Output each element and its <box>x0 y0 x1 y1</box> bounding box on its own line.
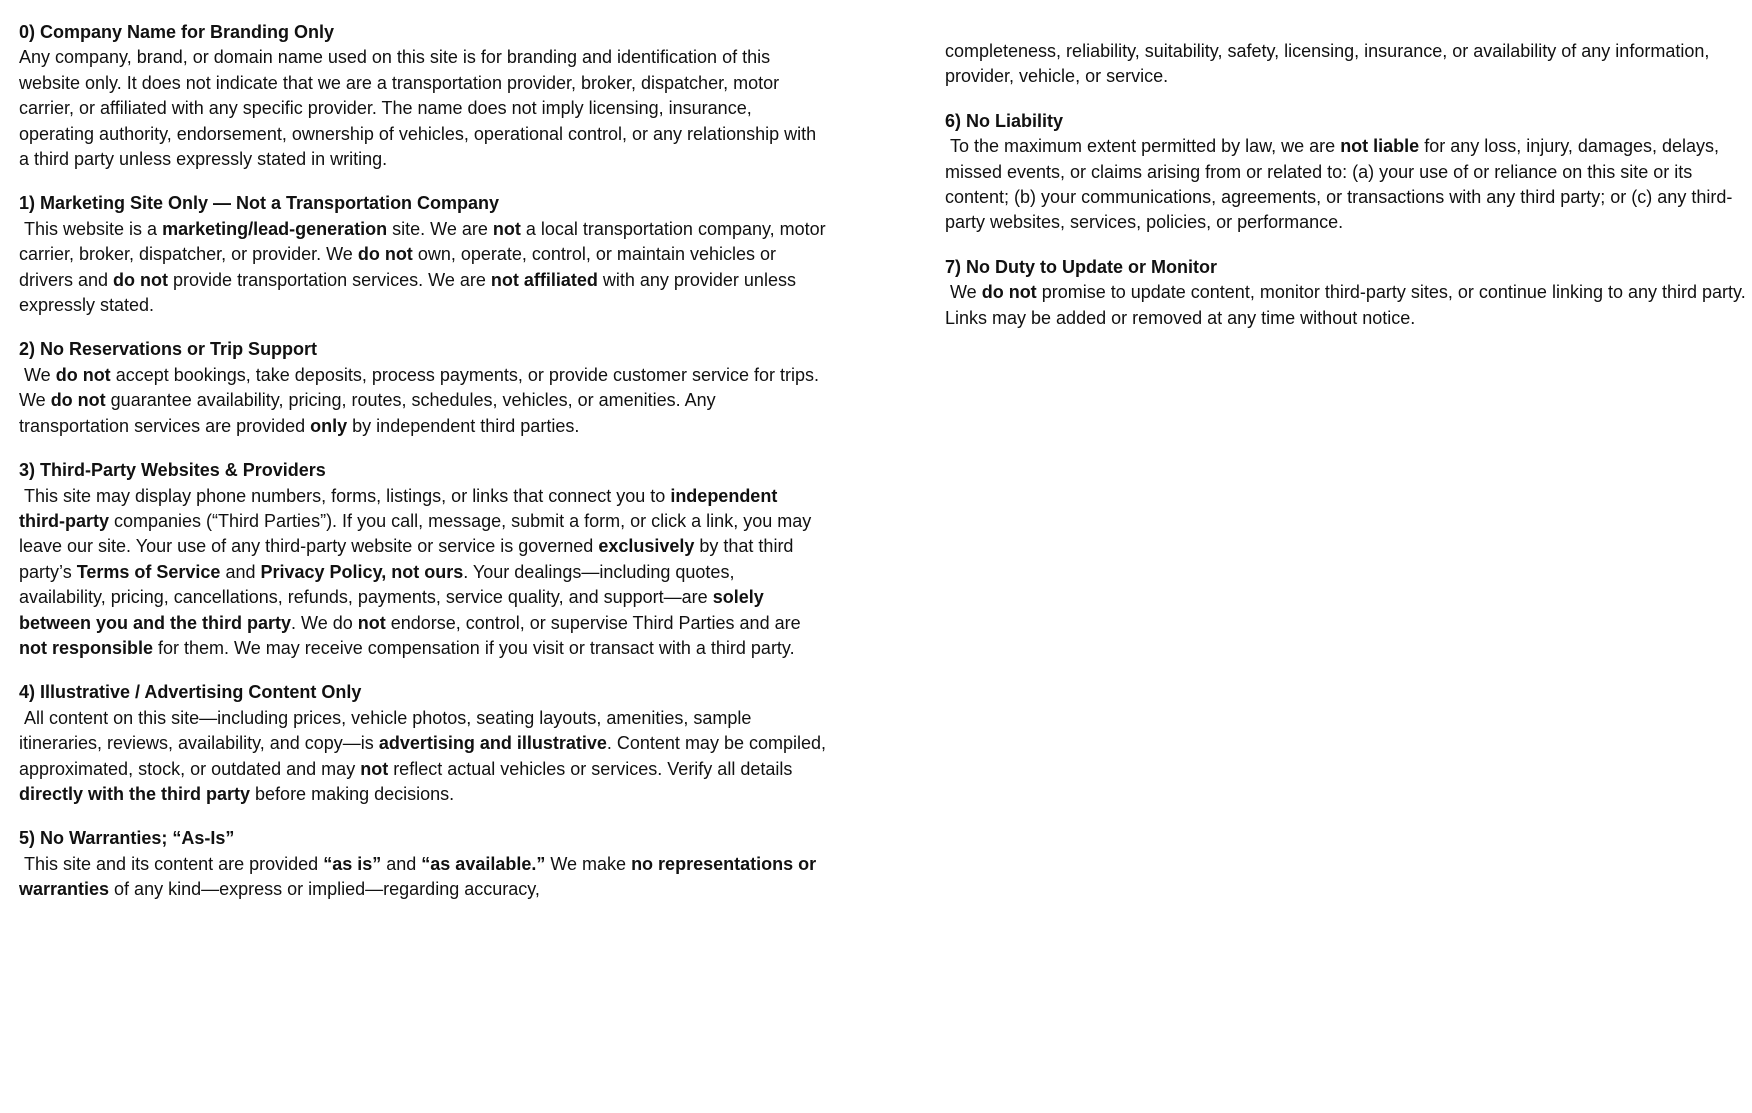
bold-text: independent third-party <box>19 485 783 531</box>
bold-text: exclusively <box>598 536 695 557</box>
section-body <box>945 280 1752 331</box>
disclaimer-section <box>19 337 826 439</box>
text: provide transportation services. We are <box>168 269 491 290</box>
bold-text: not <box>357 612 386 633</box>
text: This site may display phone numbers, forms, listings, or links that connect you to <box>19 485 671 506</box>
text: before making decisions. <box>250 783 455 804</box>
bold-text: “as available.” <box>421 853 546 874</box>
text: a local transportation company, motor carrier, broker, dispatcher, or provider. We <box>19 218 831 265</box>
text: accept bookings, take deposits, process payments, or provide customer service for trips. We <box>19 364 825 411</box>
bold-text: not <box>492 218 521 239</box>
bold-text: “as is” <box>323 853 382 874</box>
section-heading: 1) Marketing Site Only — Not a Transportation Company <box>19 193 500 214</box>
text: We <box>19 364 56 385</box>
text: . Your dealings—including quotes, availability, pricing, cancellations, refunds, payments, service quality, and support—are <box>19 561 740 608</box>
section-heading: 3) Third-Party Websites & Providers <box>19 460 326 481</box>
disclaimer-section <box>945 255 1752 331</box>
bold-text: do not <box>55 364 111 385</box>
section-body <box>19 484 826 662</box>
bold-text: not affiliated <box>490 269 598 290</box>
text: companies (“Third Parties”). If you call, message, submit a form, or click a link, you may leave our site. Your use of any third-party website or service is governed <box>19 510 817 557</box>
text: and <box>381 853 422 874</box>
bold-text: do not <box>357 244 413 265</box>
bold-text: Terms of Service <box>76 561 221 582</box>
text: We make <box>545 853 632 874</box>
disclaimer-section <box>19 826 826 902</box>
disclaimer-section <box>19 20 826 172</box>
bold-text: only <box>310 415 348 436</box>
text: own, operate, control, or maintain vehicles or drivers and <box>19 244 782 290</box>
text: for them. We may receive compensation if you visit or transact with a third party. <box>153 637 795 658</box>
section-body <box>19 217 831 319</box>
text: Any company, brand, or domain name used on this site is for branding and identification of this website only. It does not indicate that we are a transportation provider, broker, dispatcher, motor carrier, or affiliated with any specific provider. The name does not imply licensing, insurance, operating authority, endorsement, ownership of vehicles, operational control, or any relationship with a third party unless expressly stated in writing. <box>19 47 822 170</box>
text: This site and its content are provided <box>19 853 324 874</box>
text: and <box>220 561 261 582</box>
section-heading: 4) Illustrative / Advertising Content Only <box>19 682 362 703</box>
text: with any provider unless expressly stated. <box>19 269 801 316</box>
disclaimer-section <box>945 39 1752 90</box>
text: All content on this site—including prices, vehicle photos, seating layouts, amenities, sample itineraries, reviews, availability, and copy—is <box>19 707 757 754</box>
text: endorse, control, or supervise Third Parties and are <box>385 612 806 633</box>
text: We <box>945 282 982 303</box>
bold-text: advertising and illustrative <box>378 733 607 754</box>
bold-text: do not <box>113 269 169 290</box>
text: by that third party’s <box>19 536 799 582</box>
bold-text: not liable <box>1340 136 1420 157</box>
section-heading: 2) No Reservations or Trip Support <box>19 339 318 360</box>
bold-text: do not <box>50 390 106 411</box>
bold-text: Privacy Policy, not ours <box>260 561 464 582</box>
section-heading: 0) Company Name for Branding Only <box>19 22 335 42</box>
disclaimer-section <box>19 458 826 661</box>
bold-text: solely between you and the third party <box>19 587 769 633</box>
text: for any loss, injury, damages, delays, missed events, or claims arising from or related to: (a) your use of or reliance on this site or its content; (b) your communications, agreements, or transactions with any third party; or (c) any third-party websites, services, policies, or performance. <box>945 136 1733 233</box>
column-left <box>19 20 832 922</box>
text: promise to update content, monitor third-party sites, or continue linking to any third party. Links may be added or removed at any time without notice. <box>945 282 1751 328</box>
text: of any kind—express or implied—regarding accuracy, <box>109 879 540 900</box>
bold-text: no representations or warranties <box>19 853 822 900</box>
section-body <box>19 706 832 808</box>
disclaimer-section <box>19 680 832 807</box>
disclaimer-section <box>945 109 1752 236</box>
bold-text: marketing/lead-generation <box>162 218 388 239</box>
section-body <box>19 45 826 172</box>
section-body <box>945 39 1752 90</box>
text: site. We are <box>387 218 493 239</box>
column-right <box>945 20 1752 922</box>
text: . We do <box>291 612 358 633</box>
section-heading: 5) No Warranties; “As-Is” <box>19 828 235 849</box>
section-body <box>19 852 826 903</box>
bold-text: directly with the third party <box>19 783 251 804</box>
text: To the maximum extent permitted by law, we are <box>945 136 1341 157</box>
section-body <box>19 363 826 439</box>
section-heading: 7) No Duty to Update or Monitor <box>945 256 1217 277</box>
disclaimer-section <box>19 191 831 318</box>
bold-text: not responsible <box>19 637 154 658</box>
text: . Content may be compiled, approximated, stock, or outdated and may <box>19 733 832 779</box>
section-body <box>945 134 1752 236</box>
section-heading: 6) No Liability <box>945 110 1064 131</box>
bold-text: not <box>360 758 389 779</box>
text: This website is a <box>19 218 163 239</box>
bold-text: do not <box>981 282 1037 303</box>
text: reflect actual vehicles or services. Verify all details <box>388 758 798 779</box>
text: completeness, reliability, suitability, safety, licensing, insurance, or availability of any information, provider, vehicle, or service. <box>945 41 1715 87</box>
text: by independent third parties. <box>347 415 580 436</box>
text: guarantee availability, pricing, routes, schedules, vehicles, or amenities. Any transportation services are provided <box>19 390 721 436</box>
